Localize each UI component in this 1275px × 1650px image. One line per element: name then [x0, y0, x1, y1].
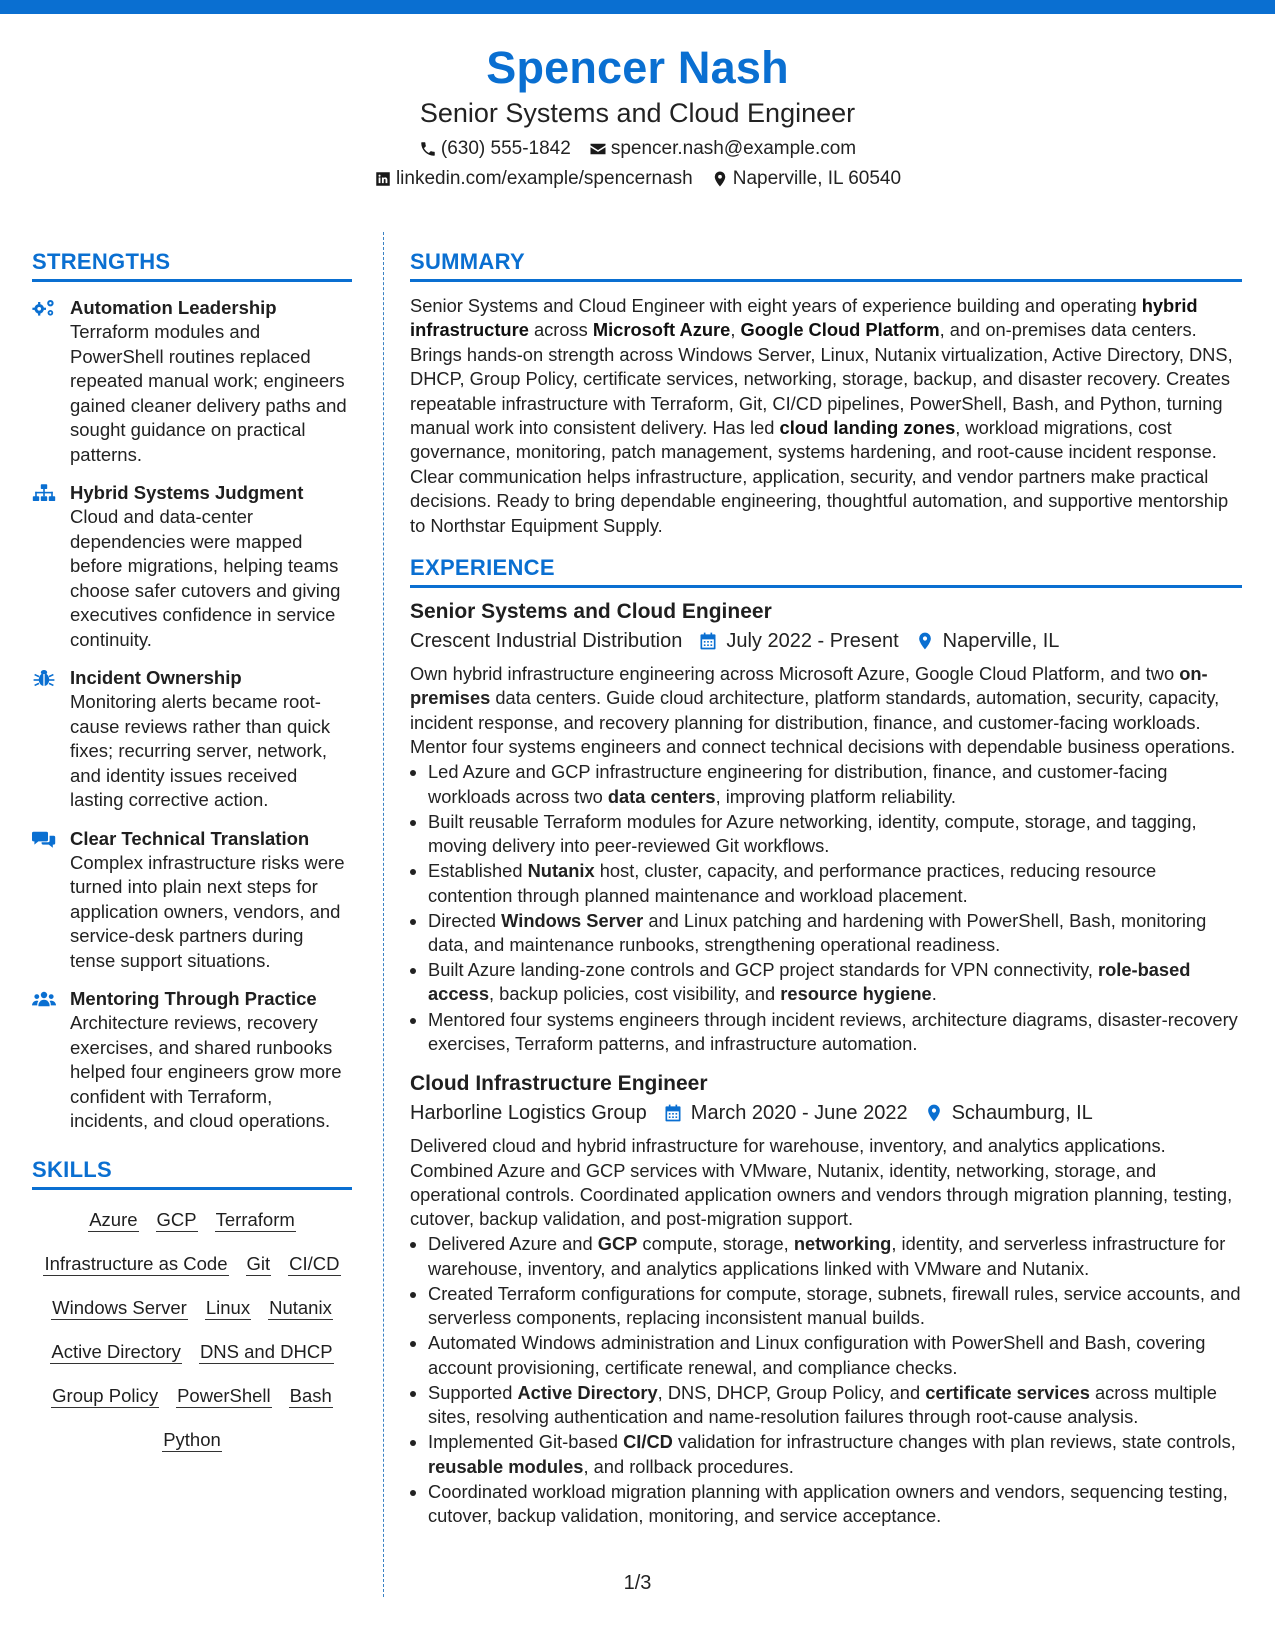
strength-item [32, 666, 352, 813]
skill-tag: Python [163, 1428, 221, 1450]
phone-text: (630) 555-1842 [440, 138, 571, 159]
calendar-icon [663, 1103, 683, 1123]
skill-row [32, 1384, 352, 1408]
emphasis-text: resource hygiene [780, 983, 932, 1005]
emphasis-text: data centers [607, 785, 716, 807]
job-description: Delivered cloud and hybrid infrastructure for warehouse, inventory, and analytics applications. Combined Azure and GCP services with VMware, Nutanix, identity, networking, storage, and operational controls. Coordinated application owners and vendors through migration planning, testing, cutover, backup validation, and post-migration support. [410, 1135, 1233, 1230]
job-meta [410, 626, 1242, 656]
emphasis-text: Nutanix [527, 860, 595, 882]
job-bullet: • Created Terraform configurations for compute, storage, subnets, firewall rules, service accounts, and serverless components, replacing inconsistent manual builds. [428, 1282, 1242, 1331]
strength-item [32, 827, 352, 974]
emphasis-text: Microsoft Azure [592, 319, 731, 341]
strength-text: Cloud and data-center dependencies were mapped before migrations, helping teams choose safer cutovers and giving executives confidence in service continuity. [70, 506, 341, 650]
strength-title: Hybrid Systems Judgment [70, 482, 304, 503]
location-text: Naperville, IL 60540 [732, 168, 902, 189]
emphasis-text: Windows Server [501, 909, 644, 931]
page-number: 1/3 [623, 1572, 652, 1594]
job-bullet: • Built Azure landing-zone controls and GCP project standards for VPN connectivity, role-based access, backup policies, cost visibility, and resource hygiene. [428, 958, 1242, 1007]
skill-tag: Linux [205, 1296, 251, 1318]
summary-text: Senior Systems and Cloud Engineer with eight years of experience building and operating hybrid infrastructure across Microsoft Azure, Google Cloud Platform, and on-premises data centers. Brings hands-on strength across Windows Server, Linux, Nutanix virtualization, Active Directory, DNS, DHCP, Group Policy, certificate services, networking, storage, backup, and disaster recovery. Creates repeatable infrastructure with Terraform, Git, CI/CD pipelines, PowerShell, Bash, and Python, turning manual work into consistent delivery. Has led cloud landing zones, workload migrations, cost governance, monitoring, patch management, systems hardening, and root-cause incident response. Clear communication helps infrastructure, application, security, and vendor partners make practical decisions. Ready to bring dependable engineering, thoughtful automation, and supportive mentorship to Northstar Equipment Supply. [410, 295, 1233, 536]
job-bullet: • Supported Active Directory, DNS, DHCP, Group Policy, and certificate services across multiple sites, resolving authentication and name-resolution failures through root-cause analysis. [428, 1381, 1242, 1430]
strength-item [32, 481, 352, 652]
emphasis-text: role-based access [428, 959, 1191, 1005]
chat-icon [32, 829, 56, 849]
job-dates: July 2022 - Present [726, 630, 899, 653]
right-column [410, 248, 1242, 1529]
emphasis-text: Google Cloud Platform [740, 319, 940, 341]
contact-row-2 [0, 164, 1275, 194]
left-column [32, 248, 352, 1472]
map-pin-icon [924, 1103, 944, 1123]
strength-title: Incident Ownership [70, 667, 242, 688]
job-meta [410, 1098, 1242, 1128]
job-bullet: • Mentored four systems engineers through incident reviews, architecture diagrams, disaster-recovery exercises, Terraform patterns, and infrastructure automation. [428, 1008, 1242, 1057]
resume-header [0, 40, 1275, 194]
job-location: Naperville, IL [942, 630, 1060, 653]
column-divider [383, 232, 384, 1597]
linkedin-icon [374, 170, 392, 188]
strengths-heading: STRENGTHS [32, 248, 352, 282]
skill-row [32, 1340, 352, 1364]
job-entry [410, 598, 1242, 1056]
summary-heading: SUMMARY [410, 248, 1242, 282]
emphasis-text: reusable modules [428, 1455, 584, 1477]
users-icon [32, 989, 56, 1009]
strength-item [32, 296, 352, 467]
calendar-icon [698, 631, 718, 651]
skill-row [32, 1252, 352, 1276]
skill-tag: GCP [156, 1208, 197, 1230]
skills-heading: SKILLS [32, 1156, 352, 1190]
sitemap-icon [32, 483, 56, 503]
job-entry [410, 1070, 1242, 1528]
emphasis-text: cloud landing zones [779, 417, 956, 439]
emphasis-text: Active Directory [517, 1381, 658, 1403]
email-text: spencer.nash@example.com [610, 138, 857, 159]
phone-icon [419, 140, 437, 158]
skill-tag: Terraform [215, 1208, 295, 1230]
skill-row [32, 1208, 352, 1232]
strength-text: Terraform modules and PowerShell routines replaced repeated manual work; engineers gained cleaner delivery paths and sought guidance on practical patterns. [70, 321, 347, 465]
skill-tag: DNS and DHCP [199, 1340, 333, 1362]
job-bullet: • Built reusable Terraform modules for Azure networking, identity, compute, storage, and tagging, moving delivery into peer-reviewed Git workflows. [428, 810, 1242, 859]
job-bullets [410, 1232, 1242, 1528]
top-accent-bar [0, 0, 1275, 14]
strength-text: Complex infrastructure risks were turned into plain next steps for application owners, vendors, and service-desk partners during tense support situations. [70, 851, 345, 971]
skill-tag: Active Directory [51, 1340, 181, 1362]
map-pin-icon [915, 631, 935, 651]
email-contact[interactable] [589, 134, 856, 164]
skill-tag: Bash [289, 1384, 332, 1406]
skills-list [32, 1208, 352, 1452]
emphasis-text: on-premises [410, 663, 1208, 709]
strength-title: Clear Technical Translation [70, 827, 310, 849]
envelope-icon [589, 140, 607, 158]
candidate-name: Spencer Nash [486, 42, 789, 93]
company-name: Crescent Industrial Distribution [410, 630, 683, 653]
phone-contact[interactable] [419, 134, 571, 164]
skill-tag: Group Policy [52, 1384, 159, 1406]
skill-tag: Nutanix [269, 1296, 332, 1318]
job-bullet: • Coordinated workload migration planning with application owners and vendors, sequencing testing, cutover, backup validation, monitoring, and service acceptance. [428, 1480, 1242, 1529]
skill-tag: Infrastructure as Code [44, 1252, 228, 1274]
strength-title: Automation Leadership [70, 297, 277, 318]
linkedin-text: linkedin.com/example/spencernash [395, 168, 693, 189]
candidate-headline: Senior Systems and Cloud Engineer [419, 98, 856, 128]
linkedin-contact[interactable] [374, 164, 693, 194]
skill-tag: Windows Server [52, 1296, 187, 1318]
skill-tag: CI/CD [289, 1252, 340, 1274]
strength-text: Monitoring alerts became root-cause reviews rather than quick fixes; recurring server, network, and identity issues received lasting corrective action. [70, 691, 331, 810]
bug-icon [32, 668, 56, 688]
gears-icon [32, 298, 56, 318]
job-bullets [410, 760, 1242, 1056]
skill-row [32, 1428, 352, 1452]
job-title: Senior Systems and Cloud Engineer [410, 600, 772, 624]
job-bullet: • Established Nutanix host, cluster, capacity, and performance practices, reducing resource contention through planned maintenance and workload placement. [428, 859, 1242, 908]
emphasis-text: GCP [597, 1233, 638, 1255]
job-title: Cloud Infrastructure Engineer [410, 1072, 708, 1096]
job-bullet: • Automated Windows administration and Linux configuration with PowerShell and Bash, covering account provisioning, certificate renewal, and compliance checks. [428, 1331, 1242, 1380]
emphasis-text: CI/CD [623, 1431, 673, 1453]
strength-text: Architecture reviews, recovery exercises, and shared runbooks helped four engineers grow more confident with Terraform, incidents, and cloud operations. [70, 1012, 342, 1131]
location-contact [711, 164, 901, 194]
job-bullet: • Implemented Git-based CI/CD validation for infrastructure changes with plan reviews, state controls, reusable modules, and rollback procedures. [428, 1430, 1242, 1479]
emphasis-text: certificate services [925, 1381, 1090, 1403]
job-bullet: • Led Azure and GCP infrastructure engineering for distribution, finance, and customer-facing workloads across two data centers, improving platform reliability. [428, 760, 1242, 809]
job-bullet: • Directed Windows Server and Linux patching and hardening with PowerShell, Bash, monitoring data, and maintenance runbooks, strengthening operational readiness. [428, 909, 1242, 958]
skill-row [32, 1296, 352, 1320]
map-pin-icon [711, 170, 729, 188]
skill-tag: Git [246, 1252, 271, 1274]
contact-row-1 [0, 134, 1275, 164]
job-description: Own hybrid infrastructure engineering across Microsoft Azure, Google Cloud Platform, and two on-premises data centers. Guide cloud architecture, platform standards, automation, security, capacity, incident response, and recovery planning for distribution, finance, and customer-facing workloads. Mentor four systems engineers and connect technical decisions with dependable business operations. [410, 663, 1236, 757]
job-location: Schaumburg, IL [951, 1102, 1093, 1125]
emphasis-text: networking [793, 1233, 892, 1255]
experience-heading: EXPERIENCE [410, 554, 1242, 588]
job-dates: March 2020 - June 2022 [690, 1102, 908, 1125]
job-bullet: • Delivered Azure and GCP compute, storage, networking, identity, and serverless infrastructure for warehouse, inventory, and analytics applications linked with VMware and Nutanix. [428, 1232, 1242, 1281]
company-name: Harborline Logistics Group [410, 1102, 647, 1125]
emphasis-text: hybrid infrastructure [410, 295, 1198, 341]
strength-item [32, 987, 352, 1134]
strength-title: Mentoring Through Practice [70, 988, 317, 1009]
skill-tag: Azure [89, 1208, 138, 1230]
skill-tag: PowerShell [177, 1384, 271, 1406]
